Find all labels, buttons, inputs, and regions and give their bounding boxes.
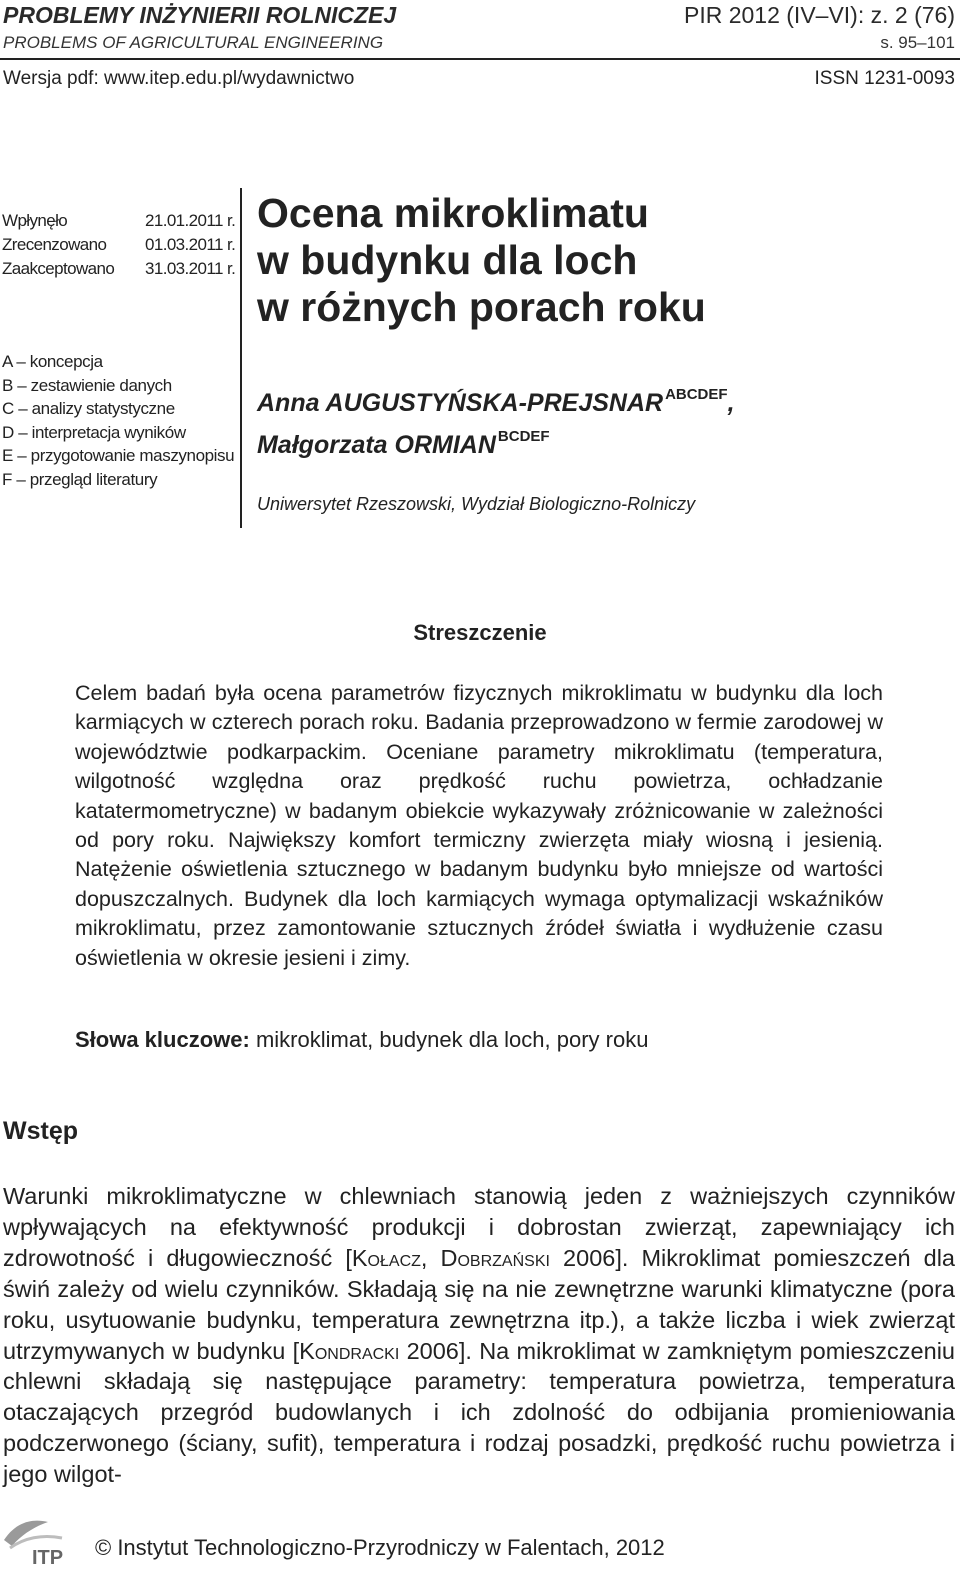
- journal-volume: PIR 2012 (IV–VI): z. 2 (76): [683, 2, 955, 28]
- intro-text: Warunki mikroklimatyczne w chlewniach stanowią jeden z ważniejszych czynników wpływających na efektywność produkcji i dobrostan zwierząt, zapewniający ich zdrowotność i długowieczność [: [3, 1183, 955, 1271]
- keywords: [75, 1027, 648, 1053]
- contribution-item: [2, 468, 234, 492]
- keywords-value: mikroklimat, budynek dla loch, pory roku: [255, 1027, 649, 1052]
- contribution-text: – koncepcja: [16, 352, 103, 371]
- author-roles: ABCDEF: [665, 386, 728, 403]
- journal-subtitle: PROBLEMS OF AGRICULTURAL ENGINEERING: [3, 33, 384, 52]
- affiliation: Uniwersytet Rzeszowski, Wydział Biologiczno-Rolniczy: [257, 494, 696, 514]
- contribution-text: – interpretacja wyników: [18, 422, 186, 442]
- author: [257, 420, 735, 462]
- title-line: Ocena mikroklimatu: [257, 190, 649, 236]
- copyright: © Instytut Technologiczno-Przyrodniczy w Falentach, 2012: [95, 1535, 665, 1560]
- date-row: [2, 257, 235, 281]
- author-name: Anna AUGUSTYŃSKA-PREJSNAR: [257, 389, 664, 417]
- contribution-letter: D: [2, 422, 14, 442]
- contribution-text: – przygotowanie maszynopisu: [17, 446, 235, 466]
- header-divider: [0, 58, 960, 60]
- pdf-version-link[interactable]: Wersja pdf: www.itep.edu.pl/wydawnictwo: [3, 68, 355, 89]
- citation: Kołacz, Dobrzański: [351, 1244, 550, 1271]
- vertical-divider: [240, 188, 242, 528]
- contribution-letter: C: [2, 399, 14, 419]
- contribution-letter: A: [2, 352, 13, 371]
- author-separator: ,: [727, 389, 735, 417]
- title-line: w budynku dla loch: [257, 237, 638, 283]
- article-title: [257, 190, 706, 331]
- keywords-label: Słowa kluczowe:: [75, 1027, 250, 1052]
- contribution-letter: E: [2, 446, 13, 466]
- date-value: 01.03.2011 r.: [145, 235, 236, 254]
- logo-swoosh: [4, 1521, 48, 1546]
- author-name: Małgorzata ORMIAN: [257, 431, 496, 459]
- contribution-letter: B: [2, 375, 13, 395]
- contribution-item: [2, 397, 234, 421]
- title-line: w różnych porach roku: [257, 284, 706, 330]
- intro-text: 2006]. Na mikroklimat w zamkniętym pomieszczeniu chlewni składają się następujące parametry: temperatura powietrza, temperatura otaczających przegród budowlanych i ich zdolność do odbijania promieniowania podczerwonego (ściany, sufit), temperatura i rodzaj posadzki, prędkość ruchu powietrza i jego wilgot-: [3, 1337, 955, 1488]
- contribution-text: – przegląd literatury: [16, 469, 158, 489]
- author-list: [257, 378, 735, 462]
- contribution-item: [2, 421, 234, 445]
- date-row: [2, 233, 235, 257]
- date-label: Zrecenzowano: [2, 235, 107, 254]
- contribution-item: [2, 374, 234, 398]
- author: [257, 378, 735, 420]
- intro-text: 2006]. Mikroklimat pomieszczeń dla świń zależy od wielu czynników. Składają się na nie zewnętrzne warunki klimatyczne (pora roku, usytuowanie budynku, temperatura zewnętrzna itp.), a także liczba i wiek zwierząt utrzymywanych w budynku [: [3, 1244, 955, 1364]
- page-range: s. 95–101: [880, 33, 955, 52]
- date-label: Wpłynęło: [2, 211, 68, 230]
- abstract-text: Celem badań była ocena parametrów fizycznych mikroklimatu w budynku dla loch karmiących w czterech porach roku. Badania przeprowadzono w fermie zarodowej w województwie podkarpackim. Oceniane parametry mikroklimatu (temperatura, wilgotność względna oraz prędkość ruchu powietrza, ochładzanie katatermometryczne) w badanym obiekcie wykazywały zróżnicowanie w zależności od pory roku. Największy komfort termiczny zwierzęta miały wiosną i jesienią. Natężenie oświetlenia sztucznego w badanym budynku było mniejsze od wartości dopuszczalnych. Budynek dla loch karmiących wymaga optymalizacji wskaźników mikroklimatu, przez zamontowanie sztucznych źródeł światła i wydłużenie czasu oświetlenia w okresie jesieni i zimy.: [75, 681, 883, 970]
- date-value: 21.01.2011 r.: [145, 211, 236, 230]
- itp-logo: [2, 1512, 82, 1566]
- contribution-item: [2, 350, 234, 374]
- date-label: Zaakceptowano: [2, 259, 115, 278]
- date-row: [2, 209, 235, 233]
- contribution-text: – zestawienie danych: [17, 375, 172, 395]
- submission-dates: [2, 209, 235, 281]
- journal-title: PROBLEMY INŻYNIERII ROLNICZEJ: [3, 2, 397, 28]
- intro-paragraph: [3, 1181, 955, 1490]
- citation: Kondracki: [299, 1337, 400, 1364]
- logo-text: ITP: [32, 1547, 64, 1566]
- issn: ISSN 1231-0093: [814, 68, 955, 89]
- contribution-letter: F: [2, 469, 12, 489]
- abstract-heading: Streszczenie: [413, 620, 547, 645]
- section-heading: Wstęp: [3, 1117, 78, 1145]
- contribution-text: – analizy statystyczne: [18, 399, 175, 419]
- contribution-legend: [2, 350, 234, 492]
- date-value: 31.03.2011 r.: [145, 259, 236, 278]
- author-roles: BCDEF: [497, 428, 550, 445]
- contribution-item: [2, 444, 234, 468]
